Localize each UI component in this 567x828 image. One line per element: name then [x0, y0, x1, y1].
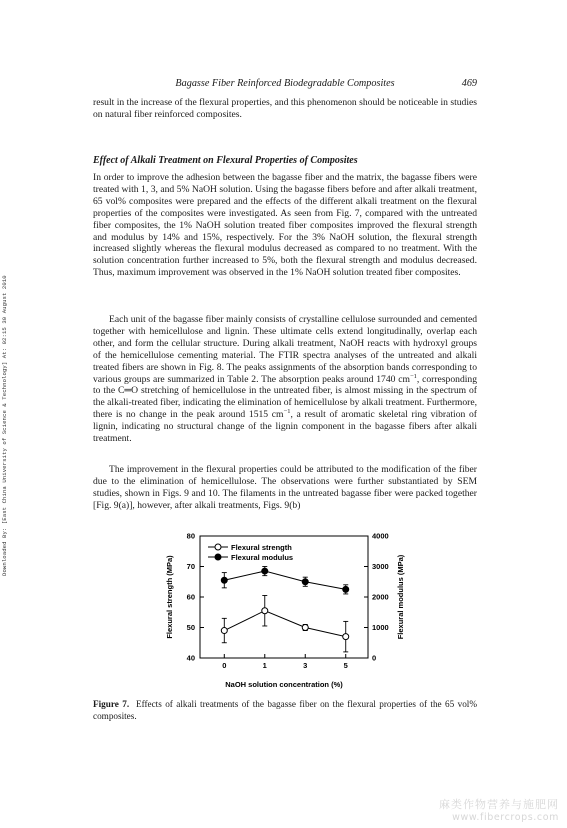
figure-caption [93, 699, 477, 722]
paragraph-3: The improvement in the flexural properties could be attributed to the modification of the fiber due to the elimination of hemicellulose. The observations were further substantiated by SEM studies, shown in Figs. 9 and 10. The filaments in the untreated bagasse fiber were packed together [Fig. 9(a)], however, after alkali treatments, Figs. 9(b) [93, 464, 477, 511]
series-line-1 [224, 571, 345, 589]
site-watermark [439, 796, 559, 823]
x-tick-label: 0 [222, 661, 227, 670]
data-point-strength [343, 634, 349, 640]
y-right-tick-label: 2000 [372, 592, 389, 602]
data-point-strength [262, 608, 268, 614]
paragraph-2-part-b: , corresponding to the C═O stretching of hemicellulose in the untreated fiber, is almost missing in the spectrum of the alkali-treated fiber, indicating the elimination of hemicellulose by alkali treatment. Furthermore, there is no change in the peak around 1515 cm [93, 373, 477, 421]
x-tick-label: 5 [343, 661, 348, 670]
download-stamp [0, 236, 12, 576]
series-layer [221, 567, 348, 652]
figure-7-chart [150, 528, 430, 698]
paragraph-1: In order to improve the adhesion between the bagasse fiber and the matrix, the bagasse fibers were treated with 1, 3, and 5% NaOH solution. Using the bagasse fibers before and after alkali treatment, 65 vol% composites were prepared and the effects of the different alkali treatment on the flexural properties of the composites were investigated. As seen from Fig. 7, compared with the untreated fiber composites, the 1% NaOH solution treated fiber composites improved the flexural strength and modulus by 14% and 15%, respectively. For the 3% NaOH solution, the flexural strength increased slightly whereas the flexural modulus decreased as compared to no treatment. With the solution concentration further increased to 5%, both the flexural strength and modulus decreased. Thus, maximum improvement was observed in the 1% NaOH solution treated fiber composites. [93, 172, 477, 279]
download-stamp-text: Downloaded By: [East China University of Science & Technology] At: 02:15 30 August 2010 [1, 275, 8, 576]
data-point-strength [302, 625, 308, 631]
paragraph-2 [93, 314, 477, 445]
y-right-tick-label: 4000 [372, 531, 389, 541]
data-point-modulus [343, 586, 349, 592]
paragraph-2-part-a: Each unit of the bagasse fiber mainly consists of crystalline cellulose surrounded and cemented together with hemicellulose and lignin. These ultimate cells extend longitudinally, overlap each other, and form the cellular structure. During alkali treatment, NaOH reacts with hydroxyl groups of the hemicellulose cementing material. The FTIR spectra analyses of the untreated and alkali treated fibers are shown in Fig. 8. The peaks assignments of the absorption bands corresponding to various groups are summarized in Table 2. The absorption peaks around 1740 cm [93, 314, 477, 385]
legend-strength-marker [215, 544, 221, 550]
legend-strength-label: Flexural strength [231, 543, 292, 552]
data-point-strength [221, 628, 227, 634]
y-axis-right-label: Flexural modulus (MPa) [396, 554, 405, 640]
x-tick-label: 3 [303, 661, 308, 670]
y-right-tick-label: 1000 [372, 623, 389, 633]
superscript-1: −1 [409, 372, 417, 380]
legend-modulus-label: Flexural modulus [231, 553, 294, 562]
y-left-tick-label: 60 [186, 592, 195, 602]
legend [208, 543, 293, 562]
y-left-tick-label: 80 [186, 531, 195, 541]
y-axis-left-label: Flexural strength (MPa) [165, 555, 174, 639]
data-point-modulus [302, 579, 308, 585]
figure-caption-text: Effects of alkali treatments of the bagasse fiber on the flexural properties of the 65 vol% composites. [93, 699, 478, 721]
y-left-tick-label: 70 [186, 562, 195, 572]
watermark-url: www.fibercrops.com [452, 812, 559, 823]
legend-modulus-marker [215, 554, 221, 560]
paragraph-2-part-c: , a result of aromatic skeletal ring vibration of lignin, indicating no structural change of the lignin component in the bagasse fibers after alkali treatment. [93, 409, 478, 445]
watermark-chinese: 麻类作物营养与施肥网 [439, 798, 559, 811]
y-right-tick-label: 0 [372, 653, 377, 663]
running-head-title: Bagasse Fiber Reinforced Biodegradable Composites [175, 78, 395, 89]
y-left-tick-label: 40 [186, 653, 195, 663]
series-line-0 [224, 611, 345, 637]
y-right-tick-label: 3000 [372, 562, 389, 572]
x-tick-label: 1 [262, 661, 267, 670]
data-point-modulus [262, 568, 268, 574]
section-heading: Effect of Alkali Treatment on Flexural Properties of Composites [93, 155, 358, 166]
page-number: 469 [461, 78, 477, 89]
paragraph-intro: result in the increase of the flexural properties, and this phenomenon should be noticeable in studies on natural fiber reinforced composites. [93, 97, 477, 120]
data-point-modulus [221, 577, 227, 583]
chart-svg [150, 528, 430, 698]
y-left-tick-label: 50 [186, 623, 195, 633]
figure-caption-label: Figure 7. [93, 699, 130, 709]
x-axis-label: NaOH solution concentration (%) [225, 680, 343, 689]
superscript-2: −1 [283, 408, 291, 416]
